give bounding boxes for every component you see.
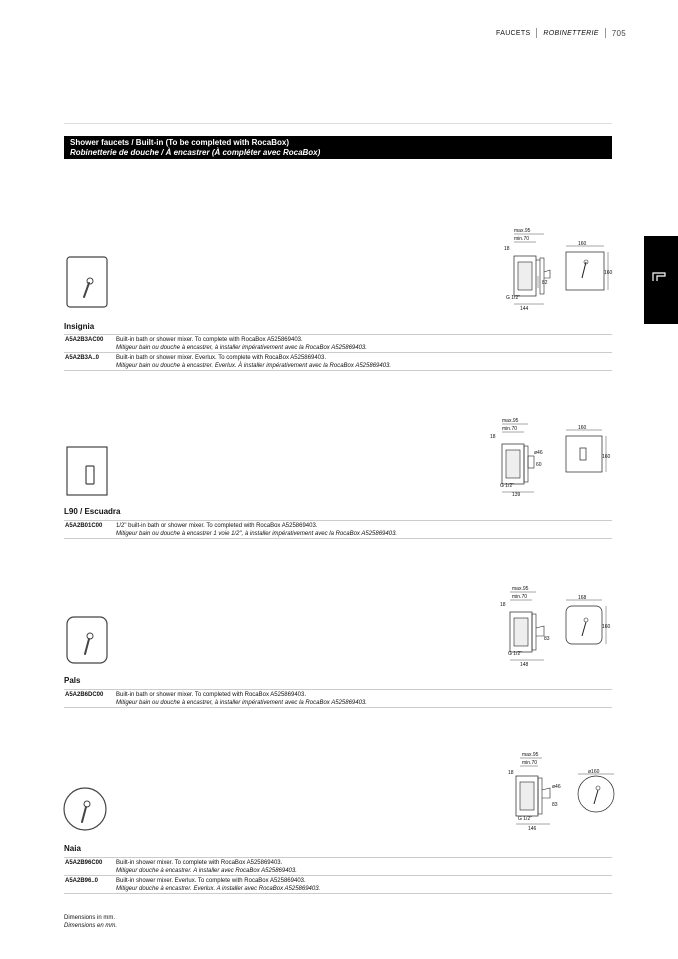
dim-46: ø46 — [552, 784, 561, 790]
naia-dimension-drawing — [506, 750, 620, 832]
insignia-product-image — [66, 256, 108, 308]
l90-product-image — [66, 446, 108, 496]
description-en: Built-in bath or shower mixer. To complete with RocaBox A525869403. — [116, 337, 303, 343]
dim-thread: G 1/2" — [518, 816, 533, 822]
product-name-insignia: Insignia — [64, 322, 95, 331]
section-title-bar — [64, 136, 612, 159]
dim-160-h: 160 — [602, 624, 611, 630]
top-rule — [64, 123, 612, 124]
dim-46: ø46 — [534, 450, 543, 456]
section-title-en: Shower faucets / Built-in (To be completed with RocaBox) — [70, 138, 289, 147]
dim-168-w: 168 — [578, 595, 587, 601]
chapter-tab[interactable] — [644, 236, 678, 324]
section-title-fr: Robinetterie de douche / À encastrer (À compléter avec RocaBox) — [70, 148, 321, 157]
dim-83: 83 — [552, 802, 558, 808]
description-fr: Mitigeur bain ou douche à encastrer, à installer impérativement avec la RocaBox A525869403. — [116, 699, 367, 706]
header-category: FAUCETS — [496, 29, 531, 37]
article-code: A5A2B96..0 — [65, 878, 99, 884]
dim-max: max.95 — [522, 752, 539, 758]
description-en: Built-in bath or shower mixer. Everlux. To complete with RocaBox A525869403. — [116, 355, 326, 361]
table-end-rule — [64, 707, 612, 708]
dim-thread: G 1/2" — [506, 295, 521, 301]
table-end-rule — [64, 538, 612, 539]
header-category-fr: ROBINETTERIE — [543, 29, 599, 37]
dim-max: max.95 — [512, 586, 529, 592]
footer-note-en: Dimensions in mm. — [64, 915, 116, 921]
l90-dimension-drawing — [486, 416, 612, 498]
description-fr: Mitigeur bain ou douche à encastrer. Everlux. À installer impérativement avec la RocaBox A525869403. — [116, 362, 392, 369]
article-code: A5A2B01C00 — [65, 523, 103, 529]
dim-160-h: 160 — [602, 454, 611, 460]
dim-144: 144 — [520, 306, 529, 312]
footer-note — [64, 914, 117, 930]
dim-139: 139 — [512, 492, 521, 498]
dim-18: 18 — [504, 246, 510, 252]
description-en: 1/2" built-in bath or shower mixer. To completed with RocaBox A525869403. — [116, 523, 318, 529]
product-name-naia: Naia — [64, 844, 81, 853]
dim-min: min.70 — [514, 236, 530, 242]
dim-min: min.70 — [522, 760, 538, 766]
article-code: A5A2B96C00 — [65, 860, 103, 866]
dim-min: min.70 — [502, 426, 518, 432]
dim-thread: G 1/2" — [508, 651, 523, 657]
description-fr: Mitigeur douche à encastrer. A installer avec RocaBox A525869403. — [116, 867, 297, 874]
faucet-icon — [652, 272, 666, 282]
dim-18: 18 — [500, 602, 506, 608]
table-end-rule — [64, 893, 612, 894]
page-number: 705 — [611, 28, 626, 38]
product-name-l90: L90 / Escuadra — [64, 507, 121, 516]
dim-18: 18 — [490, 434, 496, 440]
dim-max: max.95 — [502, 418, 519, 424]
pals-product-image — [66, 616, 108, 664]
dim-160-h: 160 — [604, 270, 613, 276]
description-en: Built-in bath or shower mixer. To completed with RocaBox A525869403. — [116, 692, 306, 698]
description-fr: Mitigeur bain ou douche à encastrer, à installer impérativement avec la RocaBox A525869403. — [116, 344, 367, 351]
table-row — [64, 857, 612, 876]
dim-83: 83 — [544, 636, 550, 642]
article-code: A5A2B3A..0 — [65, 355, 100, 361]
dim-max: max.95 — [514, 228, 531, 234]
dim-60: 60 — [536, 462, 542, 468]
dim-146: 146 — [528, 826, 537, 832]
dim-160-w: 160 — [578, 425, 587, 431]
dim-148: 148 — [520, 662, 529, 668]
dim-thread: G 1/2" — [500, 483, 515, 489]
description-fr: Mitigeur douche à encastrer. Everlux. A installer avec RocaBox A525869403. — [116, 885, 321, 892]
table-row — [64, 352, 612, 371]
description-fr: Mitigeur bain ou douche à encastrer 1 voie 1/2", à installer impérativement avec la RocaBox A525869403. — [116, 530, 398, 537]
dim-160-w: 160 — [578, 241, 587, 247]
article-code: A5A2B3AC00 — [65, 337, 104, 343]
footer-note-fr: Dimensions en mm. — [64, 923, 118, 929]
table-row — [64, 689, 612, 708]
table-end-rule — [64, 370, 612, 371]
insignia-dimension-drawing — [500, 226, 620, 312]
table-row — [64, 875, 612, 894]
naia-product-image — [62, 786, 108, 832]
table-row — [64, 520, 612, 539]
dim-82: 82 — [542, 280, 548, 286]
description-en: Built-in shower mixer. Everlux. To complete with RocaBox A525869403. — [116, 878, 306, 884]
dim-min: min.70 — [512, 594, 528, 600]
pals-dimension-drawing — [498, 584, 618, 668]
description-en: Built-in shower mixer. To complete with RocaBox A525869403. — [116, 860, 283, 866]
table-row — [64, 334, 612, 353]
dim-18: 18 — [508, 770, 514, 776]
product-name-pals: Pals — [64, 676, 81, 685]
page-header — [490, 28, 632, 38]
dim-160-diameter: ø160 — [588, 769, 600, 775]
article-code: A5A2B6DC00 — [65, 692, 104, 698]
